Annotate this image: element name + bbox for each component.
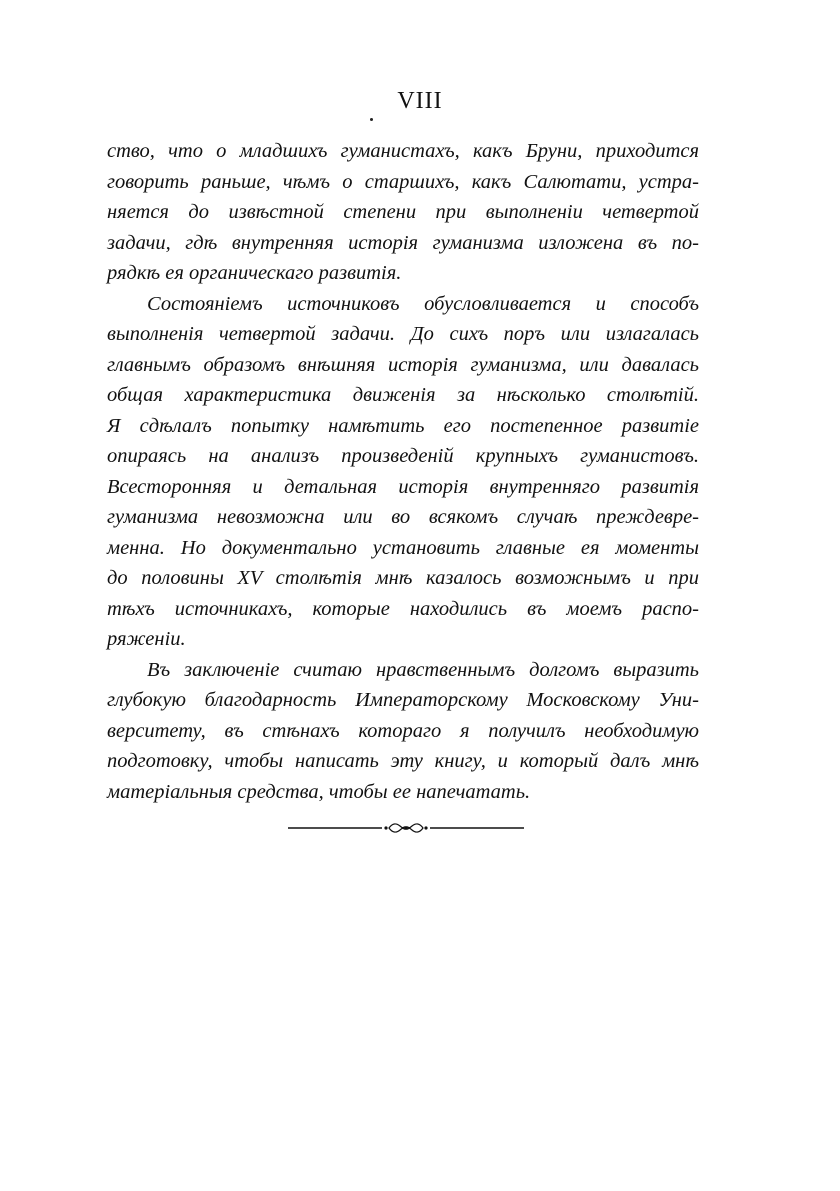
- text-line: выполненія четвертой задачи. До сихъ поръ или излагалась: [107, 323, 699, 345]
- body-text: [107, 136, 699, 807]
- text-line: няется до извѣстной степени при выполненіи четвертой: [107, 201, 699, 223]
- text-line: глубокую благодарность Императорскому Московскому Уни-: [107, 689, 699, 711]
- text-line: Въ заключеніе считаю нравственнымъ долгомъ выразить: [147, 658, 699, 681]
- text-line: тѣхъ источникахъ, которые находились въ моемъ распо-: [107, 597, 699, 620]
- paragraph: [107, 289, 699, 655]
- text-line: говорить раньше, чѣмъ о старшихъ, какъ Салютати, устра-: [107, 170, 699, 193]
- text-line: ряженіи.: [107, 628, 186, 650]
- text-line: верситету, въ стѣнахъ котораго я получилъ необходимую: [107, 719, 699, 742]
- page-number: VIII: [397, 88, 443, 114]
- text-line: задачи, гдѣ внутренняя исторія гуманизма изложена въ по-: [107, 231, 699, 254]
- text-line: менна. Но документально установить главные ея моменты: [107, 536, 699, 559]
- text-line: общая характеристика движенія за нѣсколько столѣтій.: [107, 384, 699, 406]
- text-line: гуманизма невозможна или во всякомъ случаѣ преждевре-: [107, 506, 699, 528]
- text-line: подготовку, чтобы написать эту книгу, и который далъ мнѣ: [107, 750, 699, 772]
- paragraph: [107, 655, 699, 808]
- text-line: Всесторонняя и детальная исторія внутренняго развитія: [107, 475, 699, 498]
- ornamental-divider: [288, 818, 524, 838]
- text-line: матеріальныя средства, чтобы ее напечатать.: [107, 780, 531, 803]
- paragraph: [107, 136, 699, 289]
- text-line: до половины XV столѣтія мнѣ казалось возможнымъ и при: [107, 567, 699, 589]
- text-line: ство, что о младшихъ гуманистахъ, какъ Бруни, приходится: [107, 140, 699, 162]
- text-line: опираясь на анализъ произведеній крупныхъ гуманистовъ.: [107, 445, 699, 467]
- text-line: Я сдѣлалъ попытку намѣтить его постепенное развитіе: [107, 414, 699, 437]
- print-speck: [370, 118, 373, 121]
- text-line: Состояніемъ источниковъ обусловливается и способъ: [147, 292, 699, 315]
- text-line: рядкѣ ея органическаго развитія.: [107, 262, 402, 284]
- text-line: главнымъ образомъ внѣшняя исторія гуманизма, или давалась: [107, 353, 699, 376]
